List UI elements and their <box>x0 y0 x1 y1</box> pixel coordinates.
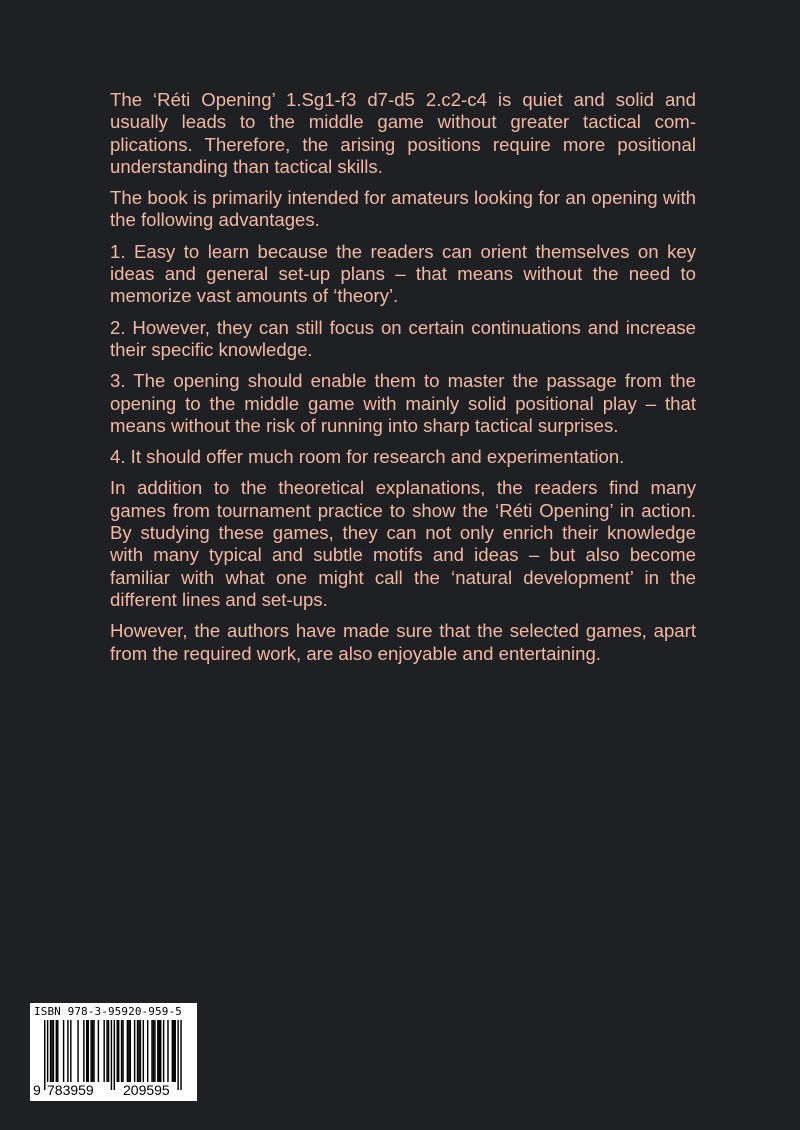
barcode-bar <box>90 1020 91 1082</box>
blurb-paragraph-4: 2. However, they can still focus on certain continuations and increase their specific knowledge. <box>110 316 696 360</box>
barcode-bar <box>92 1020 93 1082</box>
barcode-bar <box>56 1020 57 1082</box>
barcode-guard-bar <box>111 1020 112 1090</box>
barcode-bar <box>157 1020 158 1082</box>
barcode-bar <box>163 1020 164 1082</box>
barcode-bar <box>173 1020 174 1082</box>
barcode-bar <box>50 1020 51 1082</box>
barcode-bar <box>70 1020 71 1082</box>
barcode-bar <box>121 1020 122 1082</box>
blurb-paragraph-5: 3. The opening should enable them to master the passage from the opening to the middle game with mainly solid positional play – that means without the risk of running into sharp tactical surprises. <box>110 370 696 436</box>
barcode-bar <box>63 1020 64 1082</box>
barcode-guard-bar <box>114 1020 115 1090</box>
barcode-bar <box>118 1020 119 1082</box>
barcode-bar <box>57 1020 58 1082</box>
blurb-paragraph-3: 1. Easy to learn because the readers can orient themselves on key ideas and general set-up plans – that means without the need to memorize vast amounts of ‘theory’. <box>110 240 696 307</box>
barcode-digits-right: 209595 <box>123 1082 170 1098</box>
barcode-bar <box>153 1020 154 1082</box>
blurb-paragraph-7: In addition to the theoretical explanations, the readers find many games from tournament practice to show the ‘Réti Opening’ in action. By studying these games, they can not only enrich their knowledge with many typical and subtle motifs and ideas – but also become familiar with what one might call the ‘natural development’ in the different lines and set-ups. <box>110 477 696 610</box>
isbn-barcode <box>30 1003 197 1101</box>
barcode-bar <box>167 1020 168 1082</box>
barcode-digits-left: 783959 <box>47 1082 94 1098</box>
barcode-bar <box>130 1020 131 1082</box>
barcode-bar <box>53 1020 54 1082</box>
barcode-bar <box>88 1020 89 1082</box>
barcode-guard-bar <box>44 1020 45 1090</box>
barcode-bar <box>175 1020 176 1082</box>
barcode-bar <box>122 1020 123 1082</box>
barcode-bar <box>103 1020 104 1082</box>
barcode-bar <box>137 1020 138 1082</box>
barcode-bar <box>93 1020 94 1082</box>
barcode-bar <box>127 1020 128 1082</box>
barcode-bar <box>140 1020 141 1082</box>
barcode-bar <box>151 1020 152 1082</box>
barcode-bar <box>67 1020 68 1082</box>
barcode-bar <box>117 1020 118 1082</box>
blurb-paragraph-2: The book is primarily intended for amateurs looking for an opening with the following advantages. <box>110 187 696 231</box>
barcode-digit-first: 9 <box>33 1082 41 1098</box>
blurb-paragraph-1: The ‘Réti Opening’ 1.Sg1-f3 d7-d5 2.c2-c4 is quiet and solid and usually leads to the middle game without greater tactical com-plications. Therefore, the arising positions require more positional understanding than tactical skills. <box>110 89 696 177</box>
barcode-bar <box>134 1020 135 1082</box>
isbn-label: ISBN 978-3-95920-959-5 <box>34 1005 182 1018</box>
barcode-guard-bar <box>177 1020 178 1090</box>
barcode-bar <box>106 1020 107 1082</box>
barcode-bar <box>172 1020 173 1082</box>
barcode-bar <box>159 1020 160 1082</box>
barcode-bar <box>138 1020 139 1082</box>
barcode-bar <box>154 1020 155 1082</box>
barcode-bar <box>51 1020 52 1082</box>
barcode-bar <box>143 1020 144 1082</box>
barcode-bar <box>77 1020 78 1082</box>
blurb-paragraph-6: 4. It should offer much room for research and experimentation. <box>110 446 625 468</box>
barcode-guard-bar <box>47 1020 48 1090</box>
barcode-bar <box>108 1020 109 1082</box>
barcode-bar <box>83 1020 84 1082</box>
barcode-guard-bar <box>180 1020 181 1090</box>
barcode-bar <box>86 1020 87 1082</box>
blurb-paragraph-8: However, the authors have made sure that the selected games, apart from the required work, are also enjoyable and entertaining. <box>110 620 696 664</box>
barcode-bar <box>160 1020 161 1082</box>
barcode-bar <box>98 1020 99 1082</box>
barcode-bar <box>128 1020 129 1082</box>
barcode-bar <box>147 1020 148 1082</box>
blurb-text <box>110 89 696 674</box>
